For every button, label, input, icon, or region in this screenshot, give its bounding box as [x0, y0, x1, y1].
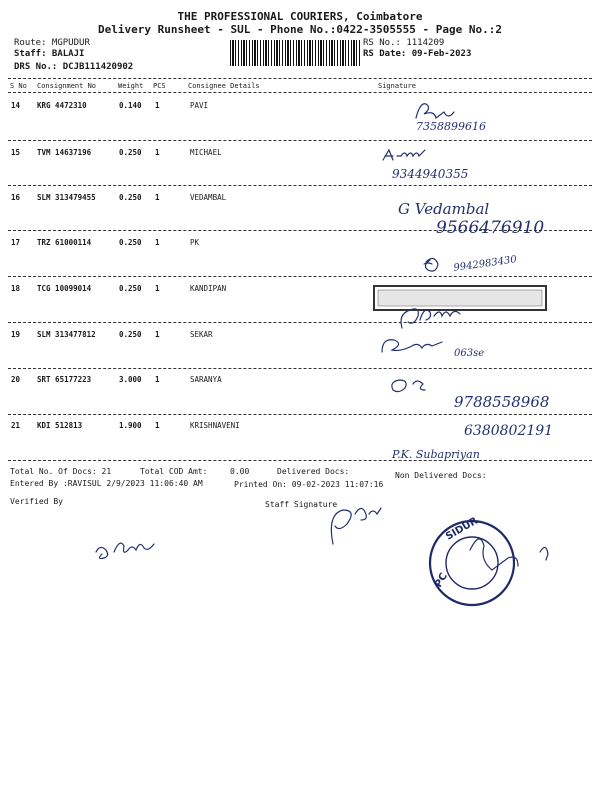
row-pcs: 1	[155, 101, 160, 110]
verified-by: Verified By	[10, 497, 63, 506]
row-weight: 3.000	[119, 375, 142, 384]
svg-text:G Vedambal: G Vedambal	[398, 200, 490, 218]
col-weight: Weight	[118, 82, 144, 90]
printed-on: Printed On: 09-02-2023 11:07:16	[234, 480, 384, 489]
row-consignee: VEDAMBAL	[190, 193, 227, 202]
row-sno: 17	[11, 238, 21, 247]
row-weight: 0.250	[119, 193, 142, 202]
svg-text:7358899616: 7358899616	[416, 120, 486, 133]
row-pcs: 1	[155, 284, 160, 293]
row-pcs: 1	[155, 330, 160, 339]
route-label: Route: MGPUDUR	[14, 38, 90, 48]
staff-label: Staff: BALAJI	[14, 49, 85, 59]
row-pcs: 1	[155, 148, 160, 157]
col-pcs: PCS	[153, 82, 166, 90]
verified-signature	[96, 543, 154, 558]
svg-text:SIDUR: SIDUR	[444, 515, 480, 543]
row-consignment: SRT 65177223	[37, 375, 92, 384]
row-consignment: SLM 313477812	[37, 330, 96, 339]
row-consignee: KANDIPAN	[190, 284, 227, 293]
row-sno: 19	[11, 330, 21, 339]
row-consignment: KDI 512813	[37, 421, 83, 430]
row-sno: 20	[11, 375, 21, 384]
row-weight: 0.140	[119, 101, 142, 110]
svg-text:P.K. Subapriyan: P.K. Subapriyan	[392, 448, 480, 461]
row-sno: 18	[11, 284, 21, 293]
signature-row-14	[416, 104, 486, 133]
company-title: THE PROFESSIONAL COURIERS, Coimbatore	[177, 10, 423, 23]
row-pcs: 1	[155, 421, 160, 430]
row-consignee: MICHAEL	[190, 148, 222, 157]
row-sno: 14	[11, 101, 21, 110]
row-weight: 1.900	[119, 421, 142, 430]
row-consignee: PK	[190, 238, 200, 247]
svg-text:PC: PC	[433, 571, 450, 590]
non-delivered-docs: Non Delivered Docs:	[395, 471, 487, 480]
svg-text:9344940355: 9344940355	[392, 167, 469, 181]
row-sno: 21	[11, 421, 21, 430]
svg-text:063se: 063se	[454, 348, 485, 359]
rs-date: RS Date: 09-Feb-2023	[363, 49, 472, 59]
svg-text:9566476910: 9566476910	[436, 218, 545, 238]
row-consignee: KRISHNAVENI	[190, 421, 240, 430]
signature-row-15	[383, 150, 468, 181]
round-stamp	[430, 515, 548, 605]
col-signature: Signature	[378, 82, 416, 90]
row-pcs: 1	[155, 238, 160, 247]
row-consignment: TVM 14637196	[37, 148, 92, 157]
row-weight: 0.250	[119, 330, 142, 339]
staff-signature	[331, 508, 381, 544]
row-pcs: 1	[155, 375, 160, 384]
row-sno: 15	[11, 148, 21, 157]
row-consignee: SEKAR	[190, 330, 213, 339]
signature-row-17	[424, 254, 518, 274]
row-consignee: PAVI	[190, 101, 209, 110]
delivered-docs: Delivered Docs:	[277, 467, 350, 476]
row-consignment: SLM 313479455	[37, 193, 96, 202]
col-sno: S No	[10, 82, 27, 90]
row-weight: 0.250	[119, 238, 142, 247]
total-cod-value: 0.00	[230, 467, 250, 476]
row-weight: 0.250	[119, 284, 142, 293]
stamp-box	[374, 286, 546, 328]
entered-by: Entered By :RAVISUL 2/9/2023 11:06:40 AM	[10, 479, 203, 488]
col-consignee: Consignee Details	[188, 82, 260, 90]
signature-row-20	[392, 380, 550, 411]
row-consignment: KRG 4472310	[37, 101, 87, 110]
signature-row-19	[382, 340, 484, 359]
rs-number: RS No.: 1114209	[363, 38, 445, 48]
row-consignee: SARANYA	[190, 375, 222, 384]
drs-number: DRS No.: DCJB111420902	[14, 62, 134, 72]
col-consignment: Consignment No	[37, 82, 97, 90]
total-docs: Total No. Of Docs: 21	[10, 467, 112, 476]
row-weight: 0.250	[119, 148, 142, 157]
signature-row-16	[398, 200, 544, 238]
row-sno: 16	[11, 193, 21, 202]
svg-text:9942983430: 9942983430	[452, 254, 518, 274]
svg-text:6380802191: 6380802191	[464, 423, 554, 439]
row-consignment: TRZ 61000114	[37, 238, 92, 247]
signature-row-21	[391, 423, 553, 461]
staff-signature-label: Staff Signature	[265, 500, 338, 509]
row-pcs: 1	[155, 193, 160, 202]
svg-text:9788558968: 9788558968	[454, 393, 550, 411]
row-consignment: TCG 10099014	[37, 284, 92, 293]
total-cod-label: Total COD Amt:	[140, 467, 208, 476]
runsheet-subtitle: Delivery Runsheet - SUL - Phone No.:0422-3505555 - Page No.:2	[98, 23, 502, 36]
